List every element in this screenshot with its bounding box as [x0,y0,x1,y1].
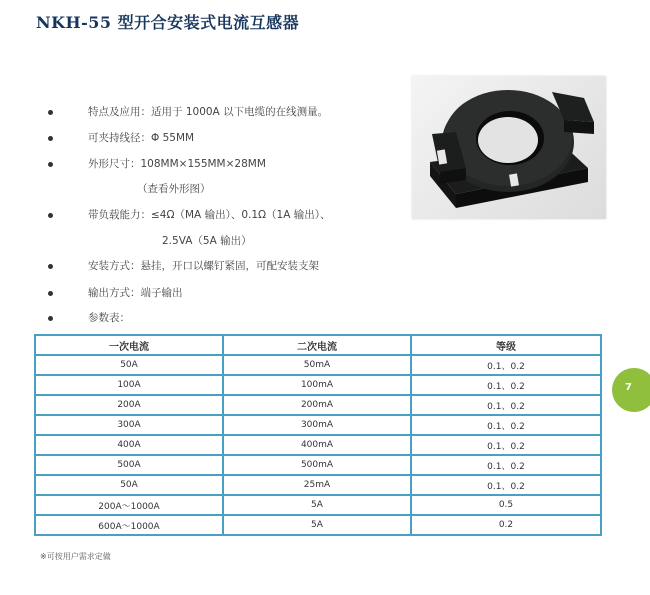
table-row [35,515,601,535]
secondary-current-cell: 50mA [223,355,411,375]
accuracy-class-cell: 0.1、0.2 [411,375,601,395]
dimensions-link[interactable]: （查看外形图） [137,183,211,195]
table-header-row [35,335,601,355]
bullet-dot-icon [48,264,53,269]
primary-current-cell: 600A～1000A [35,515,223,535]
secondary-current-cell: 5A [223,495,411,515]
split-core-current-transformer-image [412,76,606,219]
primary-current-cell: 200A～1000A [35,495,223,515]
secondary-current-cell: 100mA [223,375,411,395]
accuracy-class-cell: 0.5 [411,495,601,515]
primary-current-cell: 200A [35,395,223,415]
table-row [35,495,601,515]
accuracy-class-cell: 0.1、0.2 [411,475,601,495]
primary-current-cell: 50A [35,475,223,495]
primary-current-cell: 300A [35,415,223,435]
table-row [35,435,601,455]
table-row [35,375,601,395]
bullet-dot-icon [48,316,53,321]
table-row [35,455,601,475]
header-secondary-current: 二次电流 [223,335,411,355]
secondary-current-cell: 400mA [223,435,411,455]
bullet-dot-icon [48,291,53,296]
page-title: NKH-55 型开合安装式电流互感器 [36,13,300,32]
secondary-current-cell: 25mA [223,475,411,495]
secondary-current-cell: 500mA [223,455,411,475]
primary-current-cell: 500A [35,455,223,475]
accuracy-class-cell: 0.2 [411,515,601,535]
secondary-current-cell: 300mA [223,415,411,435]
accuracy-class-cell: 0.1、0.2 [411,435,601,455]
header-accuracy-class: 等级 [411,335,601,355]
table-row [35,355,601,375]
bullet-dot-icon [48,136,53,141]
accuracy-class-cell: 0.1、0.2 [411,415,601,435]
custom-order-note: ※可按用户需求定做 [40,552,111,561]
parameter-table [34,334,602,536]
page-number: 7 [625,382,632,393]
bullet-dot-icon [48,162,53,167]
primary-current-cell: 50A [35,355,223,375]
accuracy-class-cell: 0.1、0.2 [411,455,601,475]
accuracy-class-cell: 0.1、0.2 [411,355,601,375]
header-primary-current: 一次电流 [35,335,223,355]
accuracy-class-cell: 0.1、0.2 [411,395,601,415]
product-photo [412,76,606,219]
load-capacity-continuation: 2.5VA（5A 输出） [162,235,252,247]
table-row [35,415,601,435]
secondary-current-cell: 5A [223,515,411,535]
table-row [35,475,601,495]
table-row [35,395,601,415]
bullet-dot-icon [48,213,53,218]
primary-current-cell: 400A [35,435,223,455]
secondary-current-cell: 200mA [223,395,411,415]
primary-current-cell: 100A [35,375,223,395]
bullet-dot-icon [48,110,53,115]
